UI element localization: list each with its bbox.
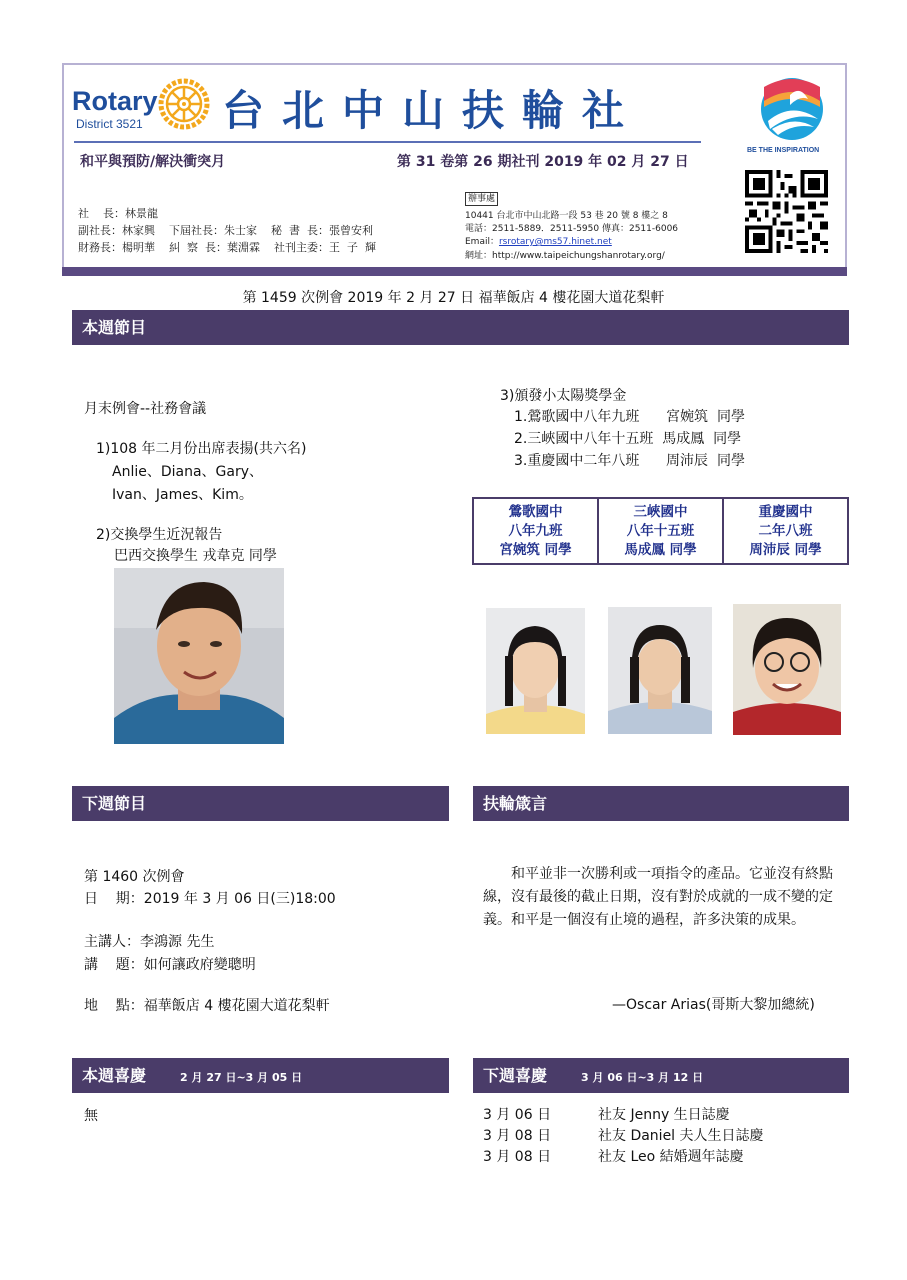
school-name: 鶯歌國中 (508, 503, 563, 520)
section-header-next-week-celebrations (473, 1058, 849, 1093)
class-name: 八年十五班 (626, 522, 695, 539)
attendance-names-b: Ivan、James、Kim。 (112, 487, 253, 503)
scholar-line-2: 2.三峽國中八年十五班 馬成鳳 同學 (514, 431, 742, 447)
table-cell (473, 498, 598, 564)
section-title: 本週喜慶 (82, 1066, 147, 1085)
officer-line-treasurer: 財務長：楊明華 糾 察 長：葉淵霖 社刊主委：王 子 輝 (78, 241, 376, 254)
next-meeting-venue: 地 點：福華飯店 4 樓花園大道花梨軒 (84, 998, 330, 1014)
program-intro: 月末例會--社務會議 (84, 401, 207, 417)
section-header-next-week (72, 786, 449, 821)
class-name: 二年八班 (758, 522, 813, 539)
table-row (473, 498, 848, 564)
email-link[interactable]: rsrotary@ms57.hinet.net (498, 237, 612, 247)
office-address: 10441 台北市中山北路一段 53 巷 20 號 8 樓之 8 (465, 211, 668, 221)
section-title: 扶輪箴言 (483, 794, 548, 813)
office-website[interactable]: 網址：http://www.taipeichungshanrotary.org/ (465, 251, 665, 261)
qr-code-icon (745, 170, 828, 253)
section-title: 下週節目 (82, 794, 147, 813)
issue-info: 第 31 卷第 26 期社刊 2019 年 02 月 27 日 (397, 154, 689, 170)
student-photo-3 (733, 604, 841, 735)
celebration-date: 3 月 08 日 (483, 1149, 552, 1165)
student-photo-1 (486, 608, 585, 734)
program-item-3: 3)頒發小太陽獎學金 (500, 388, 627, 404)
exchange-student-photo (114, 568, 284, 744)
header-divider (74, 141, 701, 143)
officer-line-vice: 副社長：林家興 下屆社長：朱士家 秘 書 長：張曾安利 (78, 224, 373, 237)
monthly-theme: 和平與預防/解決衝突月 (80, 154, 226, 170)
district-label: District 3521 (76, 117, 143, 131)
office-label: 辦事處 (465, 192, 498, 206)
attendance-names-a: Anlie、Diana、Gary、 (112, 464, 264, 480)
celebration-date: 3 月 06 日 (483, 1107, 552, 1123)
section-header-this-week-celebrations (72, 1058, 449, 1093)
scholar-line-1: 1.鶯歌國中八年九班 宮婉筑 同學 (514, 409, 745, 425)
section-title: 下週喜慶 (483, 1066, 548, 1085)
celebration-date: 3 月 08 日 (483, 1128, 552, 1144)
masthead-bottom-bar (62, 267, 847, 276)
meeting-info: 第 1459 次例會 2019 年 2 月 27 日 福華飯店 4 樓花園大道花梨軒 (242, 290, 665, 306)
scholar-line-3: 3.重慶國中二年八班 周沛辰 同學 (514, 453, 745, 469)
section-header-motto (473, 786, 849, 821)
rotary-wheel-icon (158, 78, 210, 130)
rotary-wordmark: Rotary (72, 86, 158, 116)
motto-author: —Oscar Arias(哥斯大黎加總統) (612, 997, 815, 1013)
celebration-none: 無 (84, 1108, 98, 1124)
student-name: 宮婉筑 同學 (499, 541, 572, 558)
table-cell (723, 498, 848, 564)
student-photo-2 (608, 607, 712, 734)
school-name: 重慶國中 (758, 503, 813, 520)
office-email (465, 234, 612, 247)
next-meeting-date: 日 期：2019 年 3 月 06 日(三)18:00 (84, 891, 336, 907)
program-item-1: 1)108 年二月份出席表揚(共六名) (96, 441, 307, 457)
officer-line-president: 社 長：林景龍 (78, 207, 158, 220)
motto-quote: 和平並非一次勝利或一項指令的產品。它並沒有終點線，沒有最後的截止日期，沒有對於成就的一成不變的定義。和平是一個沒有止境的過程，許多決策的成果。 (483, 866, 833, 928)
celebration-text: 社友 Jenny 生日誌慶 (598, 1107, 730, 1123)
class-name: 八年九班 (508, 522, 563, 539)
next-meeting-speaker: 主講人：李鴻源 先生 (84, 934, 215, 950)
date-range: 2 月 27 日~3 月 05 日 (180, 1071, 303, 1084)
date-range: 3 月 06 日~3 月 12 日 (581, 1071, 704, 1084)
program-item-2: 2)交換學生近況報告 (96, 527, 223, 543)
exchange-student: 巴西交換學生 戎韋克 同學 (114, 548, 277, 564)
section-header-this-week (72, 310, 849, 345)
be-the-inspiration-logo-icon (760, 77, 824, 141)
section-title: 本週節目 (82, 318, 147, 337)
student-name: 周沛辰 同學 (749, 541, 822, 558)
office-phone: 電話：2511-5889．2511-5950 傳真：2511-6006 (465, 224, 679, 234)
club-title: 台北中山扶輪社 (222, 86, 643, 135)
tagline: BE THE INSPIRATION (747, 147, 820, 154)
table-cell (598, 498, 723, 564)
next-meeting-number: 第 1460 次例會 (84, 869, 185, 885)
email-label: Email： (465, 237, 499, 247)
celebration-text: 社友 Leo 結婚週年誌慶 (598, 1149, 744, 1165)
student-name: 馬成鳳 同學 (624, 541, 697, 558)
next-meeting-topic: 講 題：如何讓政府變聰明 (84, 957, 256, 973)
school-name: 三峽國中 (633, 503, 688, 520)
scholarship-table (472, 497, 849, 565)
celebration-text: 社友 Daniel 夫人生日誌慶 (598, 1128, 764, 1144)
